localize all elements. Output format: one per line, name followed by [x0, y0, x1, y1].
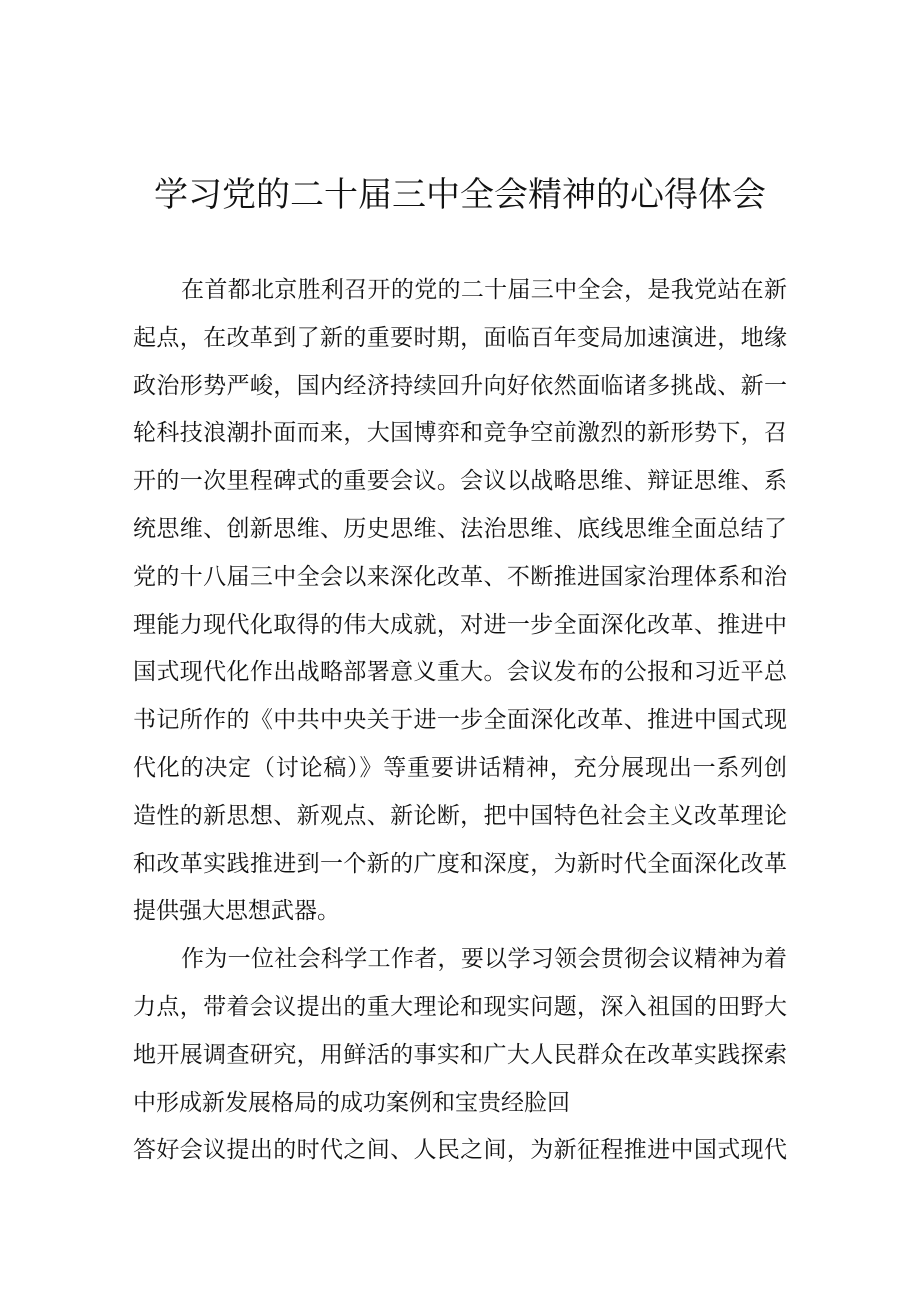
text-line: 书记所作的《中共中央关于进一步全面深化改革、推进中国式现: [133, 707, 787, 734]
text-line: 国式现代化作出战略部署意义重大。会议发布的公报和习近平总: [133, 659, 787, 686]
text-line: 中形成新发展格局的成功案例和宝贵经脸回: [133, 1089, 570, 1116]
text-line: 作为一位社会科学工作者，要以学习领会贯彻会议精神为着: [181, 946, 787, 973]
text-line: 轮科技浪潮扑面而来，大国博弈和竞争空前激烈的新形势下，召: [133, 420, 787, 447]
text-line: 答好会议提出的时代之间、人民之间，为新征程推进中国式现代: [133, 1137, 787, 1164]
text-line: 地开展调查研究，用鲜活的事实和广大人民群众在改革实践探索: [133, 1041, 787, 1068]
paragraph-3: [133, 1127, 787, 1175]
document-title: 学习党的二十届三中全会精神的心得体会: [154, 175, 766, 215]
text-line: 和改革实践推进到一个新的广度和深度，为新时代全面深化改革: [133, 850, 787, 877]
text-line: 力点，带着会议提出的重大理论和现实问题，深入祖国的田野大: [133, 993, 787, 1020]
text-line: 代化的决定（讨论稿）》等重要讲话精神，充分展现出一系列创: [133, 754, 787, 781]
text-line: 统思维、创新思维、历史思维、法治思维、底线思维全面总结了: [133, 515, 787, 542]
paragraph-1: [133, 267, 787, 936]
document-body: [133, 267, 787, 1175]
text-line: 理能力现代化取得的伟大成就，对进一步全面深化改革、推进中: [133, 611, 787, 638]
text-line: 政治形势严峻，国内经济持续回升向好依然面临诸多挑战、新一: [133, 372, 787, 399]
text-line: 造性的新思想、新观点、新论断，把中国特色社会主义改革理论: [133, 802, 787, 829]
text-line: 起点，在改革到了新的重要时期，面临百年变局加速演进，地缘: [133, 324, 787, 351]
paragraph-2: [133, 936, 787, 1127]
text-line: 提供强大思想武器。: [133, 898, 340, 925]
text-line: 在首都北京胜利召开的党的二十届三中全会，是我党站在新: [181, 277, 787, 303]
text-line: 开的一次里程碑式的重要会议。会议以战略思维、辩证思维、系: [133, 468, 787, 495]
text-line: 党的十八届三中全会以来深化改革、不断推进国家治理体系和治: [133, 563, 787, 590]
